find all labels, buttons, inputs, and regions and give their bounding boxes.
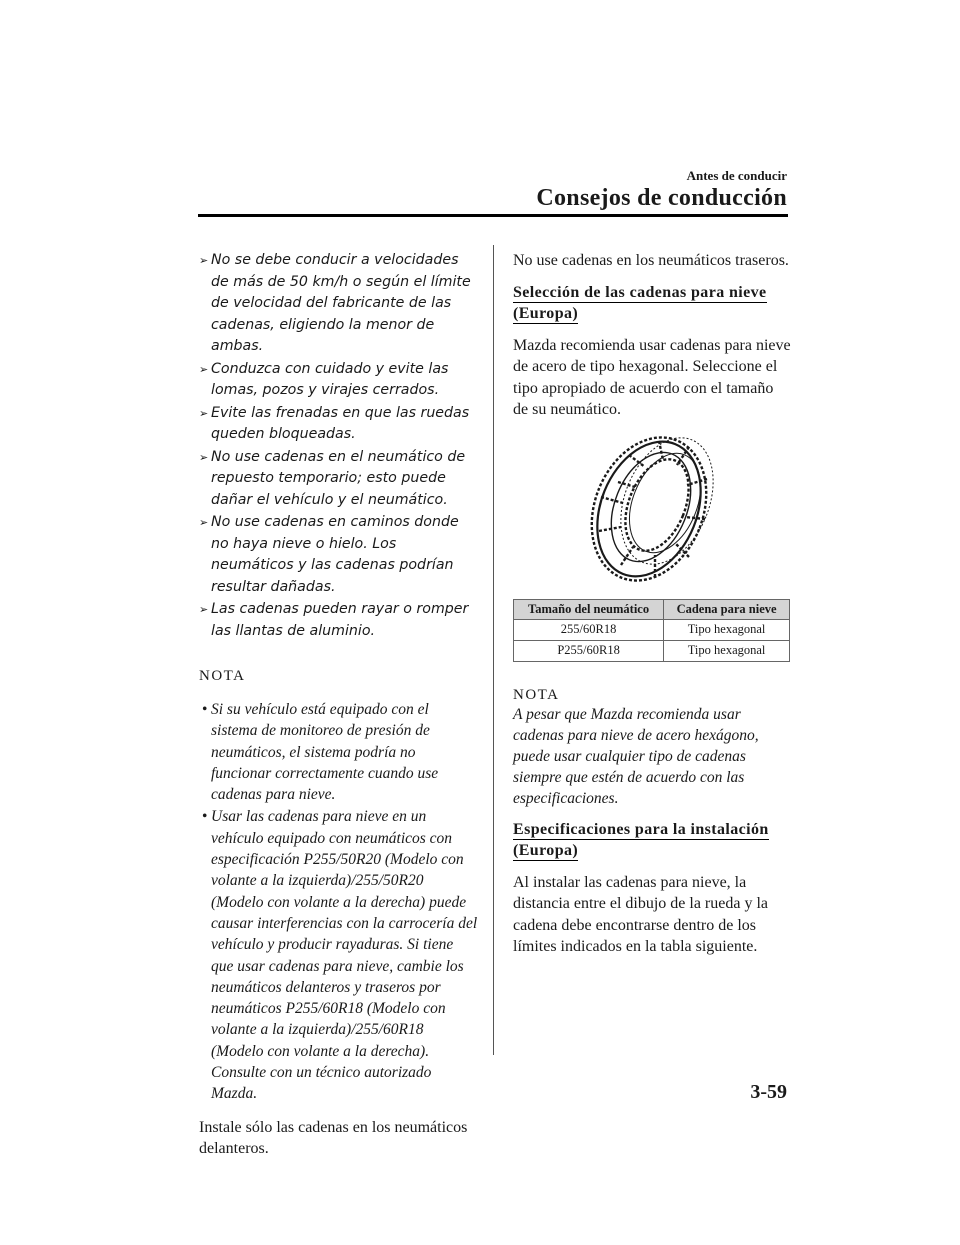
snow-chain-on-tire-illustration [571,427,731,587]
dot-bullet-icon: • [202,701,208,718]
table-cell: P255/60R18 [514,640,664,661]
tire-chain-table [513,599,790,662]
right-column [513,250,791,958]
section-heading-selection: Selección de las cadenas para nieve (Europa) [513,283,767,322]
arrow-right-icon: ➢ [199,603,209,616]
header-section: Antes de conducir [686,168,787,183]
nota-item: • Si su vehículo está equipado con el sistema de monitoreo de presión de neumáticos, el sistema podría no funcionar correctamente cuando use cadenas para nieve. [202,701,439,804]
selection-paragraph: Mazda recomienda usar cadenas para nieve de acero de tipo hexagonal. Seleccione el tipo apropiado de acuerdo con el tamaño de su neumático. [513,336,791,418]
column-divider [493,245,494,1055]
caution-item: ➢ No use cadenas en el neumático de repuesto temporario; esto puede dañar el vehículo y el neumático. [199,448,466,508]
nota-heading: NOTA [199,668,246,684]
installation-paragraph: Al instalar las cadenas para nieve, la distancia entre el dibujo de la rueda y la cadena debe encontrarse dentro de los límites indicados en la tabla siguiente. [513,873,769,955]
nota-item: • Usar las cadenas para nieve en un vehículo equipado con neumáticos con especificación P255/50R20 (Modelo con volante a la izquierda)/255/50R20 (Modelo con volante a la derecha) puede causar interferencias con la carrocería del vehículo y producir rayaduras. Si tiene que usar cadenas para nieve, cambie los neumáticos delanteros y traseros por neumáticos P255/60R18 (Modelo con volante a la izquierda)/255/60R18 (Modelo con volante a la derecha). Consulte con un técnico autorizado Mazda. [202,808,478,1103]
caution-item: ➢ Conduzca con cuidado y evite las lomas, pozos y virajes cerrados. [199,360,449,398]
nota-list [199,699,479,1105]
table-cell: Tipo hexagonal [664,619,790,640]
arrow-right-icon: ➢ [199,406,209,420]
arrow-right-icon: ➢ [199,516,209,529]
arrow-right-icon: ➢ [199,450,209,464]
column-header: Cadena para nieve [664,599,790,619]
intro-paragraph: No use cadenas en los neumáticos traseros. [513,252,789,269]
nota-heading-right: NOTA [513,686,560,703]
nota-text-right: A pesar que Mazda recomienda usar cadenas para nieve de acero hexágono, puede usar cualquier tipo de cadenas siempre que estén de acuerdo con las especificaciones. [513,705,759,807]
caution-list [199,250,479,642]
table-cell: Tipo hexagonal [664,640,790,661]
caution-item: ➢ Evite las frenadas en que las ruedas queden bloqueadas. [199,404,470,442]
table-header-row [514,599,790,619]
header-divider [198,214,788,217]
caution-item: ➢ No use cadenas en caminos donde no haya nieve o hielo. Los neumáticos y las cadenas podrían resultar dañadas. [199,514,459,595]
section-heading-installation: Especificaciones para la instalación (Europa) [513,820,769,859]
table-cell: 255/60R18 [514,619,664,640]
dot-bullet-icon: • [202,808,208,826]
table-row [514,640,790,661]
arrow-right-icon: ➢ [199,362,209,376]
page-number: 3-59 [750,1081,787,1103]
column-header: Tamaño del neumático [514,599,664,619]
caution-item: ➢ No se debe conducir a velocidades de más de 50 km/h o según el límite de velocidad del fabricante de las cadenas, eligiendo la menor de ambas. [199,252,471,354]
table-row [514,619,790,640]
left-column [199,250,479,1160]
closing-paragraph: Instale sólo las cadenas en los neumáticos delanteros. [199,1118,468,1158]
page-title: Consejos de conducción [536,185,787,211]
arrow-right-icon: ➢ [199,254,209,267]
caution-item: ➢ Las cadenas pueden rayar o romper las llantas de aluminio. [199,601,469,639]
